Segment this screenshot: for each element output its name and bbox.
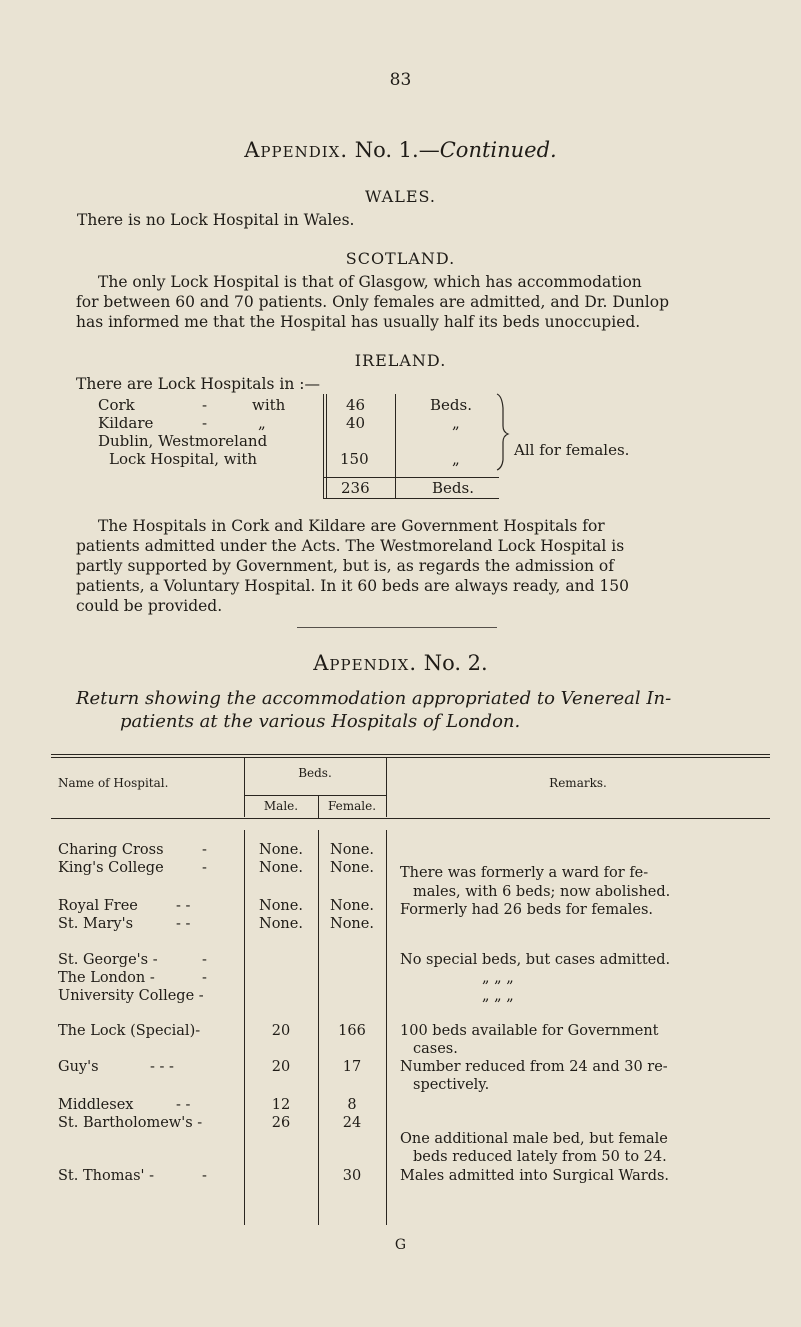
female-beds: 30 bbox=[342, 1168, 362, 1184]
ireland-row-cork-with: with bbox=[252, 396, 286, 414]
hospital-name: St. Mary's bbox=[58, 916, 134, 932]
hospital-name: Middlesex bbox=[58, 1097, 134, 1113]
remarks-text: Number reduced from 24 and 30 re- bbox=[400, 1059, 668, 1075]
signature-mark: G bbox=[394, 1237, 407, 1253]
appendix-2-number: No. 2. bbox=[423, 651, 488, 675]
female-beds: 24 bbox=[342, 1115, 362, 1131]
ireland-brace-note: All for females. bbox=[514, 441, 630, 459]
remarks-ditto: „ „ „ bbox=[482, 970, 514, 986]
hospital-name: St. Thomas' - bbox=[58, 1168, 155, 1184]
remarks-text: spectively. bbox=[413, 1077, 490, 1093]
appendix-1-number: No. 1.— bbox=[354, 138, 440, 162]
row-dashes: - bbox=[202, 1168, 207, 1184]
scotland-heading: SCOTLAND. bbox=[345, 249, 456, 268]
ireland-bottom-rule bbox=[323, 498, 499, 499]
row-dashes: - - bbox=[176, 898, 191, 914]
remarks-text: No special beds, but cases admitted. bbox=[400, 952, 671, 968]
row-dashes: - - bbox=[176, 1097, 191, 1113]
ireland-row-dublin-beds: 150 bbox=[340, 450, 369, 468]
appendix-1-continued: Continued. bbox=[439, 138, 557, 162]
hospital-name: Guy's bbox=[58, 1059, 99, 1075]
remarks-text: One additional male bed, but female bbox=[400, 1131, 668, 1147]
hospital-name: St. Bartholomew's - bbox=[58, 1115, 203, 1131]
scotland-line-2: for between 60 and 70 patients. Only females are admitted, and Dr. Dunlop bbox=[76, 293, 669, 311]
female-beds: None. bbox=[330, 842, 374, 858]
ireland-row-dublin-name-2: Lock Hospital, with bbox=[109, 450, 258, 468]
ireland-intro: There are Lock Hospitals in :— bbox=[76, 375, 320, 393]
table-row bbox=[58, 1115, 202, 1131]
ireland-para-line-1: The Hospitals in Cork and Kildare are Government Hospitals for bbox=[98, 517, 605, 535]
ireland-row-kildare-dash: - bbox=[202, 414, 208, 432]
ireland-row-dublin-name: Dublin, Westmoreland bbox=[98, 432, 268, 450]
page-number: 83 bbox=[389, 70, 412, 90]
ireland-row-kildare-unit: „ bbox=[452, 414, 460, 432]
hospital-name: St. George's - bbox=[58, 952, 158, 968]
ireland-row-dublin-unit: „ bbox=[452, 450, 460, 468]
table-row bbox=[58, 1097, 133, 1113]
ireland-row-cork-beds: 46 bbox=[346, 396, 366, 414]
hospital-name: King's College bbox=[58, 860, 164, 876]
female-beds: None. bbox=[330, 898, 374, 914]
ireland-row-cork-name: Cork bbox=[98, 396, 135, 414]
row-dashes: - - - bbox=[150, 1059, 174, 1075]
header-male: Male. bbox=[263, 799, 299, 813]
ireland-para-line-5: could be provided. bbox=[76, 597, 223, 615]
remarks-text: males, with 6 beds; now abolished. bbox=[413, 884, 671, 900]
table-top-rule-2 bbox=[51, 757, 770, 758]
header-beds: Beds. bbox=[298, 766, 332, 780]
row-dashes: - bbox=[202, 970, 207, 986]
table-row bbox=[58, 898, 138, 914]
appendix-2-label: Appendix. bbox=[313, 651, 417, 675]
remarks-text: Formerly had 26 beds for females. bbox=[400, 902, 654, 918]
table-row bbox=[58, 860, 164, 876]
table-top-rule bbox=[51, 754, 770, 755]
row-dashes: - bbox=[202, 860, 207, 876]
wales-heading: WALES. bbox=[365, 187, 436, 206]
male-beds: 20 bbox=[271, 1059, 291, 1075]
wales-text: There is no Lock Hospital in Wales. bbox=[77, 211, 355, 229]
table-row bbox=[58, 1023, 200, 1039]
ireland-table-left-rule bbox=[323, 394, 324, 498]
ireland-table-left-rule-2 bbox=[326, 394, 327, 498]
section-divider bbox=[297, 627, 497, 628]
row-dashes: - - bbox=[176, 916, 191, 932]
ireland-total-rule bbox=[323, 477, 499, 478]
remarks-text: There was formerly a ward for fe- bbox=[400, 865, 649, 881]
row-dashes: - bbox=[202, 842, 207, 858]
male-beds: None. bbox=[259, 898, 303, 914]
header-name-of-hospital: Name of Hospital. bbox=[58, 776, 169, 790]
ireland-row-kildare-name: Kildare bbox=[98, 414, 154, 432]
table-header-rule bbox=[51, 818, 770, 819]
male-beds: 26 bbox=[271, 1115, 291, 1131]
table-row bbox=[58, 970, 155, 986]
ireland-table-mid-rule bbox=[395, 394, 396, 498]
hospital-name: The London - bbox=[58, 970, 155, 986]
male-beds: None. bbox=[259, 916, 303, 932]
remarks-text: Males admitted into Surgical Wards. bbox=[400, 1168, 670, 1184]
table-col-rule-body-3 bbox=[386, 830, 387, 1225]
ireland-para-line-2: patients admitted under the Acts. The Westmoreland Lock Hospital is bbox=[76, 537, 625, 555]
row-dashes: - bbox=[202, 952, 207, 968]
appendix-2-title-line-1: Return showing the accommodation appropriated to Venereal In- bbox=[76, 688, 672, 709]
table-row bbox=[58, 916, 133, 932]
male-beds: 12 bbox=[271, 1097, 291, 1113]
female-beds: 8 bbox=[347, 1097, 357, 1113]
ireland-para-line-3: partly supported by Government, but is, as regards the admission of bbox=[76, 557, 615, 575]
table-row bbox=[58, 952, 158, 968]
header-remarks: Remarks. bbox=[549, 776, 607, 790]
remarks-text: 100 beds available for Government bbox=[400, 1023, 659, 1039]
ireland-row-kildare-with: „ bbox=[258, 414, 266, 432]
female-beds: 166 bbox=[338, 1023, 366, 1039]
ireland-row-cork-unit: Beds. bbox=[430, 396, 472, 414]
scotland-line-3: has informed me that the Hospital has usually half its beds unoccupied. bbox=[76, 313, 641, 331]
appendix-2-heading bbox=[0, 651, 801, 675]
table-row bbox=[58, 1168, 154, 1184]
hospital-name: The Lock (Special)- bbox=[58, 1023, 201, 1039]
appendix-1-label: Appendix. bbox=[244, 138, 348, 162]
hospital-name: University College - bbox=[58, 988, 204, 1004]
hospital-name: Charing Cross bbox=[58, 842, 164, 858]
remarks-ditto: „ „ „ bbox=[482, 988, 514, 1004]
header-female: Female. bbox=[327, 799, 377, 813]
male-beds: None. bbox=[259, 842, 303, 858]
ireland-para-line-4: patients, a Voluntary Hospital. In it 60 beds are always ready, and 150 bbox=[76, 577, 630, 595]
female-beds: 17 bbox=[342, 1059, 362, 1075]
remarks-text: cases. bbox=[413, 1041, 458, 1057]
appendix-2-title-line-2: patients at the various Hospitals of London. bbox=[120, 711, 521, 732]
scotland-line-1: The only Lock Hospital is that of Glasgow, which has accommodation bbox=[98, 273, 642, 291]
table-row bbox=[58, 988, 204, 1004]
table-row bbox=[58, 1059, 99, 1075]
male-beds: 20 bbox=[271, 1023, 291, 1039]
appendix-1-heading bbox=[0, 138, 801, 162]
male-beds: None. bbox=[259, 860, 303, 876]
female-beds: None. bbox=[330, 860, 374, 876]
hospital-name: Royal Free bbox=[58, 898, 138, 914]
ireland-row-cork-dash: - bbox=[202, 396, 208, 414]
ireland-row-kildare-beds: 40 bbox=[346, 414, 366, 432]
ireland-heading: IRELAND. bbox=[354, 351, 447, 370]
ireland-total-unit: Beds. bbox=[432, 479, 474, 497]
female-beds: None. bbox=[330, 916, 374, 932]
table-row bbox=[58, 842, 164, 858]
ireland-total-beds: 236 bbox=[341, 479, 370, 497]
beds-subheader-rule bbox=[244, 795, 386, 796]
remarks-text: beds reduced lately from 50 to 24. bbox=[413, 1149, 667, 1165]
